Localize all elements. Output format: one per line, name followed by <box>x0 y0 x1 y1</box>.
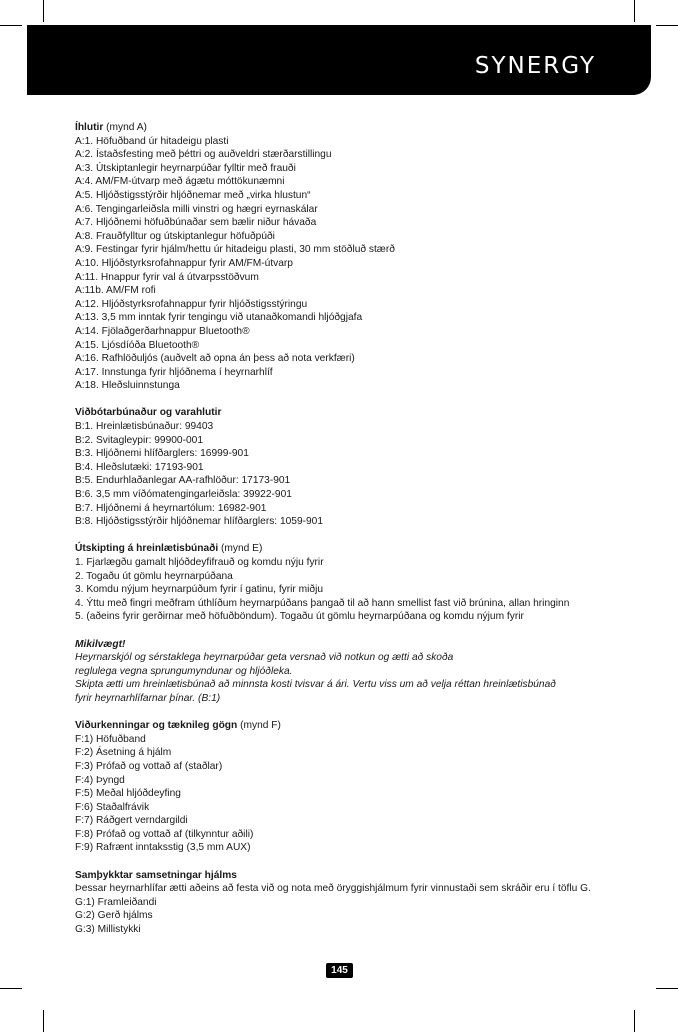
approvals-list-item: F:6) Staðalfrávik <box>75 801 150 813</box>
parts-list-item: A:5. Hljóðstigsstýrðir hljóðnemar með „virka hlustun“ <box>75 189 311 201</box>
crop-mark-left-bottom <box>0 988 22 989</box>
helmets-list-item: G:2) Gerð hjálms <box>75 910 153 922</box>
parts-list-item: A:13. 3,5 mm inntak fyrir tengingu við utanaðkomandi hljóðgjafa <box>75 312 363 324</box>
approvals-list-item: F:5) Meðal hljóðdeyfing <box>75 788 181 800</box>
accessories-list-item: B:4. Hleðslutæki: 17193-901 <box>75 461 204 473</box>
hygiene-steps <box>75 556 615 624</box>
approvals-list-item: F:2) Ásetning á hjálm <box>75 747 172 759</box>
hygiene-step: 3. Komdu nýjum heyrnarpúðum fyrir í gatinu, fyrir miðju <box>75 584 323 596</box>
approvals-list-item: F:3) Prófað og vottað af (staðlar) <box>75 760 223 772</box>
parts-list <box>75 135 615 393</box>
important-line: Skipta ætti um hreinlætisbúnað að minnsta kosti tvisvar á ári. Vertu viss um að velja réttan hreinlætisbúnað <box>75 679 556 691</box>
parts-list-item: A:4. AM/FM-útvarp með ágætu móttökunæmni <box>75 176 285 188</box>
parts-list-item: A:6. Tengingarleiðsla milli vinstri og hægri eyrnaskálar <box>75 203 318 215</box>
parts-list-item: A:11. Hnappur fyrir val á útvarpsstöðvum <box>75 271 259 283</box>
important-line: reglulega vegna sprungumyndunar og hljóðleka. <box>75 665 293 677</box>
parts-list-item: A:2. Ístaðsfesting með þéttri og auðveldri stærðarstillingu <box>75 149 332 161</box>
parts-title: Íhlutir <box>75 122 104 133</box>
crop-mark-bottom-left <box>43 1010 44 1032</box>
hygiene-figure-ref: (mynd E) <box>218 543 263 555</box>
accessories-list-item: B:5. Endurhlaðanlegar AA-rafhlöður: 17173-901 <box>75 475 291 487</box>
important-notice <box>75 651 615 705</box>
accessories-list-item: B:7. Hljóðnemi á heyrnartólum: 16982-901 <box>75 502 267 514</box>
approvals-list-item: F:7) Ráðgert verndargildi <box>75 815 188 827</box>
accessories-list-item: B:1. Hreinlætisbúnaður: 99403 <box>75 421 214 433</box>
helmets-paragraph: Þessar heyrnarhlífar ætti aðeins að festa við og nota með öryggishjálmum fyrir vinnustaði sem skráðir eru í töflu G. <box>75 883 591 895</box>
important-line: Heyrnarskjól og sérstaklega heyrnarpúðar geta versnað við notkun og ætti að skoða <box>75 652 454 664</box>
parts-list-item: A:11b. AM/FM rofi <box>75 285 156 297</box>
brand-logo: SYNERGY <box>474 53 596 79</box>
parts-heading <box>75 121 615 135</box>
crop-mark-top-left <box>43 0 44 22</box>
crop-mark-top-right <box>634 0 635 22</box>
parts-figure-ref: (mynd A) <box>103 122 147 133</box>
page-number: 145 <box>326 963 353 978</box>
document-body <box>75 121 615 937</box>
helmets-list <box>75 896 615 937</box>
hygiene-title: Útskipting á hreinlætisbúnaði <box>75 543 219 555</box>
helmets-list-item: G:3) Millistykki <box>75 924 141 936</box>
hygiene-step: 4. Ýttu með fingri meðfram úthlíðum heyrnarpúðans þangað til að hann smellist fast við brúnina, allan hringinn <box>75 597 570 609</box>
crop-mark-right-bottom <box>656 988 678 989</box>
parts-list-item: A:3. Útskiptanlegir heyrnarpúðar fylltir með frauði <box>75 162 296 174</box>
parts-list-item: A:14. Fjölaðgerðarhnappur Bluetooth® <box>75 325 250 337</box>
approvals-list-item: F:4) Þyngd <box>75 774 125 786</box>
accessories-list <box>75 420 615 529</box>
accessories-heading: Viðbótarbúnaður og varahlutir <box>75 407 222 419</box>
crop-mark-left-top <box>0 25 22 26</box>
accessories-list-item: B:8. Hljóðstigsstýrðir hljóðnemar hlífðarglers: 1059-901 <box>75 516 324 528</box>
hygiene-heading <box>75 542 615 556</box>
accessories-list-item: B:2. Svitagleypir: 99900-001 <box>75 434 203 446</box>
important-line: fyrir heyrnarhlífarnar þínar. (B:1) <box>75 692 221 704</box>
approvals-list-item: F:8) Prófað og vottað af (tilkynntur aðili) <box>75 828 254 840</box>
crop-mark-bottom-right <box>634 1010 635 1032</box>
accessories-list-item: B:3. Hljóðnemi hlífðarglers: 16999-901 <box>75 448 249 460</box>
parts-list-item: A:9. Festingar fyrir hjálm/hettu úr hitadeigu plasti, 30 mm stöðluð stærð <box>75 244 395 256</box>
accessories-list-item: B:6. 3,5 mm víðómatengingarleiðsla: 39922-901 <box>75 489 292 501</box>
header-bar <box>27 25 651 95</box>
hygiene-step: 1. Fjarlægðu gamalt hljóðdeyfifrauð og komdu nýju fyrir <box>75 557 324 568</box>
approvals-heading <box>75 719 615 733</box>
hygiene-step: 2. Togaðu út gömlu heyrnarpúðana <box>75 570 233 582</box>
crop-mark-right-top <box>656 25 678 26</box>
approvals-figure-ref: (mynd F) <box>237 720 281 732</box>
parts-list-item: A:16. Rafhlöðuljós (auðvelt að opna án þess að nota verkfæri) <box>75 353 355 365</box>
parts-list-item: A:7. Hljóðnemi höfuðbúnaðar sem bælir niður hávaða <box>75 217 317 229</box>
approvals-title: Viðurkenningar og tæknileg gögn <box>75 720 238 732</box>
parts-list-item: A:15. Ljósdíóða Bluetooth® <box>75 339 200 351</box>
approvals-list-item: F:9) Rafrænt inntaksstig (3,5 mm AUX) <box>75 842 251 854</box>
parts-list-item: A:8. Frauðfylltur og útskiptanlegur höfuðpúði <box>75 230 275 242</box>
helmets-list-item: G:1) Framleiðandi <box>75 896 157 908</box>
parts-list-item: A:18. Hleðsluinnstunga <box>75 380 180 392</box>
hygiene-step: 5. (aðeins fyrir gerðirnar með höfuðböndum). Togaðu út gömlu heyrnarpúðana og komdu nýjum fyrir <box>75 611 524 623</box>
parts-list-item: A:1. Höfuðband úr hitadeigu plasti <box>75 135 229 147</box>
helmets-heading: Samþykktar samsetningar hjálms <box>75 869 237 881</box>
approvals-list <box>75 733 615 855</box>
approvals-list-item: F:1) Höfuðband <box>75 733 146 745</box>
parts-list-item: A:10. Hljóðstyrksrofahnappur fyrir AM/FM-útvarp <box>75 257 293 269</box>
parts-list-item: A:12. Hljóðstyrksrofahnappur fyrir hljóðstigsstýringu <box>75 298 308 310</box>
parts-list-item: A:17. Innstunga fyrir hljóðnema í heyrnarhlíf <box>75 366 273 378</box>
important-heading: Mikilvægt! <box>75 638 126 650</box>
